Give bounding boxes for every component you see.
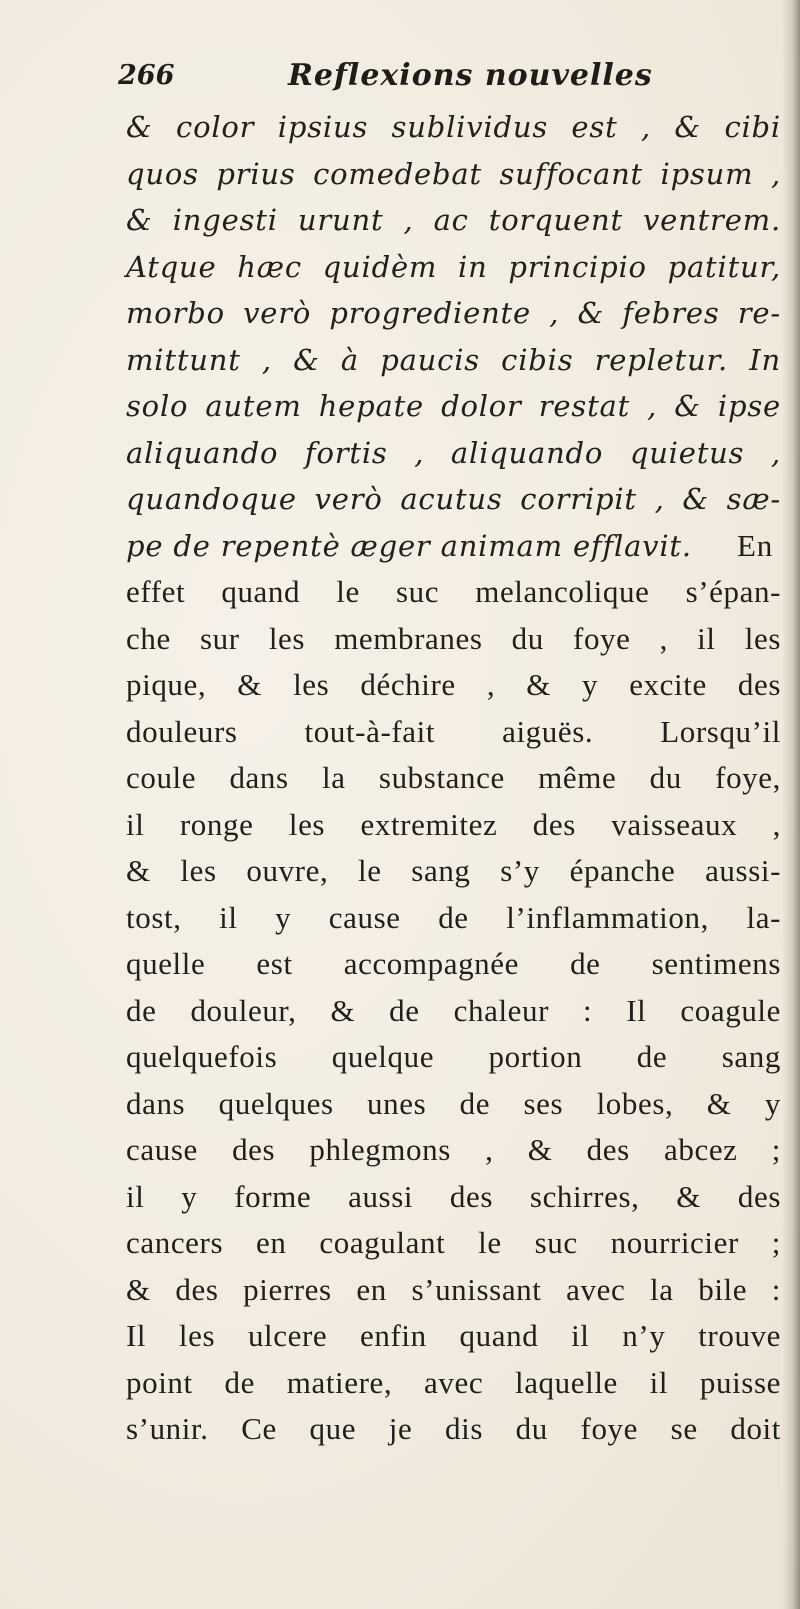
text-line: pique, & les déchire , & y excite des [126,667,781,702]
text-line: de douleur, & de chaleur : Il coagule [126,992,781,1028]
text-line-mixed [126,523,781,570]
text-line: point de matiere, avec laquelle il puisse [126,1364,781,1400]
text-line: quandoque verò acutus corripit , & sæ- [126,482,781,516]
text-line: quelquefois quelque portion de sang [126,1039,781,1074]
body-text [126,104,781,1453]
text-line: & des pierres en s’unissant avec la bile : [126,1271,781,1307]
text-line: il ronge les extremitez des vaisseaux , [126,806,781,842]
text-line: douleurs tout-à-fait aiguës. Lorsqu’il [126,713,781,749]
text-line: coule dans la substance même du foye, [126,760,781,795]
french-passage [126,569,781,1453]
text-line: cancers en coagulant le suc nourricier ; [126,1225,781,1260]
text-line: solo autem hepate dolor restat , & ipse [126,389,781,423]
page-header [118,52,758,96]
text-line: Il les ulcere enfin quand il n’y trouve [126,1318,781,1353]
text-line: quos prius comedebat suffocant ipsum , [126,156,781,191]
latin-passage [126,104,781,569]
text-line: dans quelques unes de ses lobes, & y [126,1085,781,1121]
text-line: effet quand le suc melancolique s’épan- [126,574,781,609]
latin-fragment: pe de repentè æger animam efflavit. [126,528,692,563]
text-line: Atque hæc quidèm in principio patitur, [126,249,781,284]
text-line: che sur les membranes du foye , il les [126,620,781,656]
text-line: & color ipsius sublividus est , & cibi [126,110,781,144]
text-line: tost, il y cause de l’inflammation, la- [126,899,781,935]
text-line: mittunt , & à paucis cibis repletur. In [126,342,781,377]
running-title: Reflexions nouvelles [288,58,653,93]
text-line: cause des phlegmons , & des abcez ; [126,1132,781,1167]
text-line: & les ouvre, le sang s’y épanche aussi- [126,853,781,888]
text-line: & ingesti urunt , ac torquent ventrem. [126,203,781,237]
text-line: il y forme aussi des schirres, & des [126,1178,781,1214]
text-line: morbo verò progrediente , & febres re- [126,296,781,330]
text-line: s’unir. Ce que je dis du foye se doit [126,1411,781,1446]
text-line: quelle est accompagnée de sentimens [126,946,781,981]
french-fragment: En [736,527,773,563]
text-line: aliquando fortis , aliquando quietus , [126,435,781,470]
page-number: 266 [118,60,175,91]
page-edge-shadow [782,0,800,1609]
